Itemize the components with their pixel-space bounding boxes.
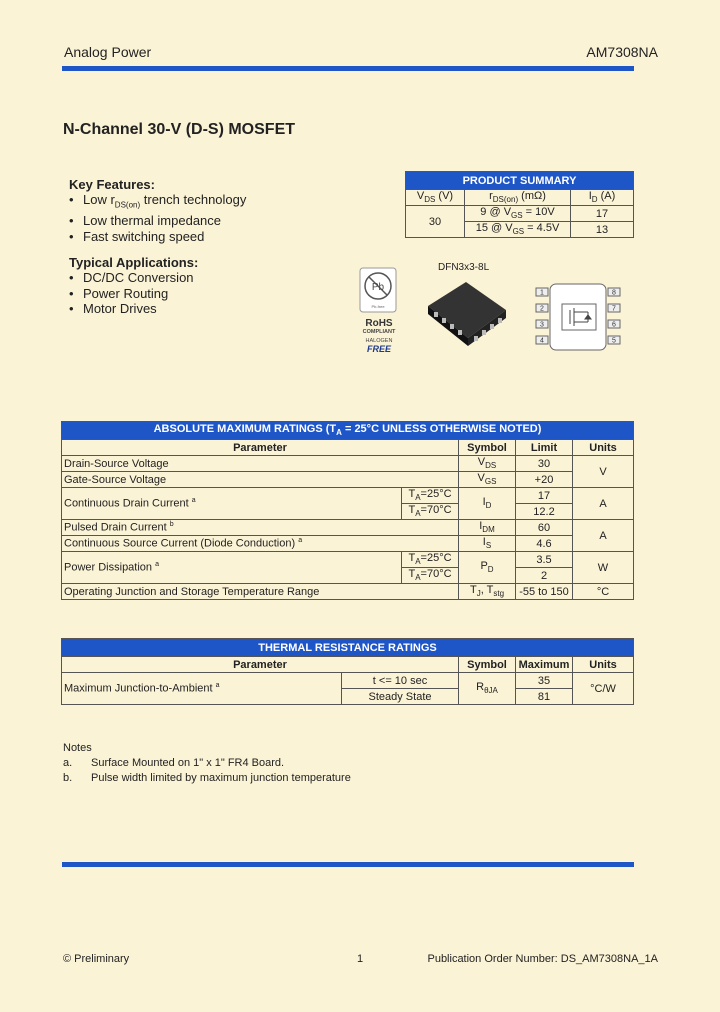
summary-vds-header: $V_{DS}$ (V) [406,190,465,206]
summary-id-1: 17 [571,206,634,222]
footer-publication-number: Publication Order Number: DS_AM7308NA_1A [427,953,658,965]
summary-vds-value: 30 [406,206,465,238]
pin-label: 5 [612,337,616,345]
svg-text:Pb: Pb [371,282,385,293]
free-label: FREE [366,344,391,354]
summary-rdson-2: 15 @ $V_{GS} = 4.5V$ [465,222,571,238]
table-row: $T_A=70^\circ C$ 12.2 [62,504,634,520]
dfn-package-image [420,276,510,356]
application-item: • Motor Drives [69,301,369,317]
col-parameter: Parameter [62,440,459,456]
header-rule [62,66,634,71]
summary-id-2: 13 [571,222,634,238]
pb-free-icon [352,266,406,318]
notes-section [63,742,623,784]
product-summary-table [405,171,634,238]
notes-heading: Notes [63,742,92,754]
col-symbol: Symbol [459,657,516,673]
feature-item: • Low thermal impedance [69,213,369,229]
summary-rdson-1: 9 @ $V_{GS} = 10V$ [465,206,571,222]
footer-page-number: 1 [357,953,364,965]
feature-item: • Low $r_{DS(on)}$ trench technology [69,192,369,213]
header-company: Analog Power [64,44,152,60]
table-row: Continuous Drain Current $^a$ $T_A=25^\circ C$ $I_D$ 17 A [62,488,634,504]
table-row: Gate-Source Voltage $V_{GS}$ +20 [62,472,634,488]
pin-label: 2 [540,305,544,313]
footer-copyright: © Preliminary [63,953,130,965]
package-name: DFN3x3-8L [438,262,490,273]
table-row: Power Dissipation $^a$ $T_A=25^\circ C$ $P_D$ 3.5 W [62,552,634,568]
typical-applications [69,255,369,317]
footer-rule [62,862,634,867]
note-item: a. Surface Mounted on 1" x 1" FR4 Board. [63,757,285,769]
typical-applications-heading: Typical Applications: [69,255,199,270]
halogen-label: HALOGEN [365,338,393,344]
summary-id-header: $I_D$ (A) [571,190,634,206]
key-features-heading: Key Features: [69,177,155,192]
product-summary-band: PRODUCT SUMMARY [406,172,634,190]
feature-item: • Fast switching speed [69,229,369,245]
header-part-number: AM7308NA [586,44,658,60]
col-units: Units [573,440,634,456]
thermal-resistance-table [61,638,634,705]
col-limit: Limit [516,440,573,456]
application-item: • DC/DC Conversion [69,270,369,286]
pin-label: 8 [612,289,616,297]
rohs-badge [352,266,406,356]
absolute-maximum-ratings-table [61,421,634,600]
col-parameter: Parameter [62,657,459,673]
thermal-band: THERMAL RESISTANCE RATINGS [62,639,634,657]
application-item: • Power Routing [69,286,369,302]
pin-label: 1 [540,289,544,297]
rohs-label: RoHS [365,318,393,329]
table-row: Maximum Junction-to-Ambient $^a$ t <= 10 sec $R_{\theta JA}$ 35 °C/W [62,673,634,689]
col-maximum: Maximum [516,657,573,673]
table-row: Steady State 81 [62,689,634,705]
note-item: b. Pulse width limited by maximum junction temperature [63,772,351,784]
pin-label: 7 [612,305,616,313]
abs-max-band: ABSOLUTE MAXIMUM RATINGS ($T_A = 25^\circ C$ UNLESS OTHERWISE NOTED) [62,422,634,440]
svg-text:Pb-free: Pb-free [371,304,385,309]
page-title: N-Channel 30-V (D-S) MOSFET [63,121,296,138]
col-symbol: Symbol [459,440,516,456]
pinout-diagram [532,282,626,352]
table-row: Pulsed Drain Current $^b$ $I_{DM}$ 60 A [62,520,634,536]
table-row: Continuous Source Current (Diode Conduction) $^a$ $I_S$ 4.6 [62,536,634,552]
table-row: Operating Junction and Storage Temperature Range $T_J$, $T_{stg}$ -55 to 150 °C [62,584,634,600]
pin-label: 4 [540,337,544,345]
compliant-label: COMPLIANT [362,329,396,335]
key-features [69,177,369,244]
summary-rdson-header: $r_{DS(on)}$ (mΩ) [465,190,571,206]
col-units: Units [573,657,634,673]
pin-label: 3 [540,321,544,329]
table-row: Drain-Source Voltage $V_{DS}$ 30 V [62,456,634,472]
pin-label: 6 [612,321,616,329]
table-row: $T_A=70^\circ C$ 2 [62,568,634,584]
